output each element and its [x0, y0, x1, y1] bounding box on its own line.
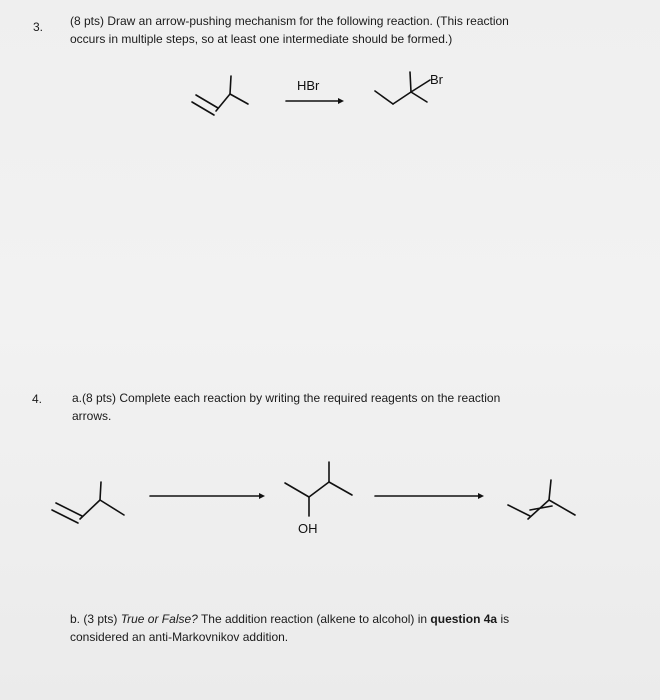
alcohol-oh-label: OH [298, 521, 318, 536]
question-4a-text [72, 389, 500, 425]
question-4b-prefix: b. (3 pts) [70, 612, 121, 626]
product-br-label: Br [430, 72, 443, 87]
reagent-hbr: HBr [297, 78, 320, 93]
reaction-arrow-3[interactable] [286, 98, 344, 104]
reaction-arrow-4a-2[interactable] [375, 493, 484, 499]
question-4a-line-1: a.(8 pts) Complete each reaction by writing the required reagents on the reaction [72, 391, 501, 405]
question-4b-true-false: True or False? [120, 612, 198, 626]
reactant-alkene-3 [192, 76, 248, 115]
question-4-number: 4. [32, 392, 43, 406]
product-alkene-4 [508, 480, 575, 519]
intermediate-alcohol [285, 462, 352, 516]
question-4b-middle: The addition reaction (alkene to alcohol) in [197, 612, 431, 626]
question-4b-end: is [497, 612, 510, 626]
question-3-number: 3. [33, 20, 44, 34]
question-4a-line-2: arrows. [72, 409, 112, 423]
reactant-alkene-4 [52, 482, 124, 523]
question-3-line-2: occurs in multiple steps, so at least one intermediate should be formed.) [70, 32, 453, 46]
question-4b-line-2: considered an anti-Markovnikov addition. [70, 630, 289, 644]
question-4b-reference: question 4a [430, 612, 498, 626]
question-4b-text [70, 610, 509, 646]
question-3-line-1: (8 pts) Draw an arrow-pushing mechanism for the following reaction. (This reaction [70, 14, 509, 28]
product-alkyl-bromide [375, 72, 430, 104]
question-4b-line-1 [70, 610, 509, 628]
reaction-arrow-4a-1[interactable] [150, 493, 265, 499]
